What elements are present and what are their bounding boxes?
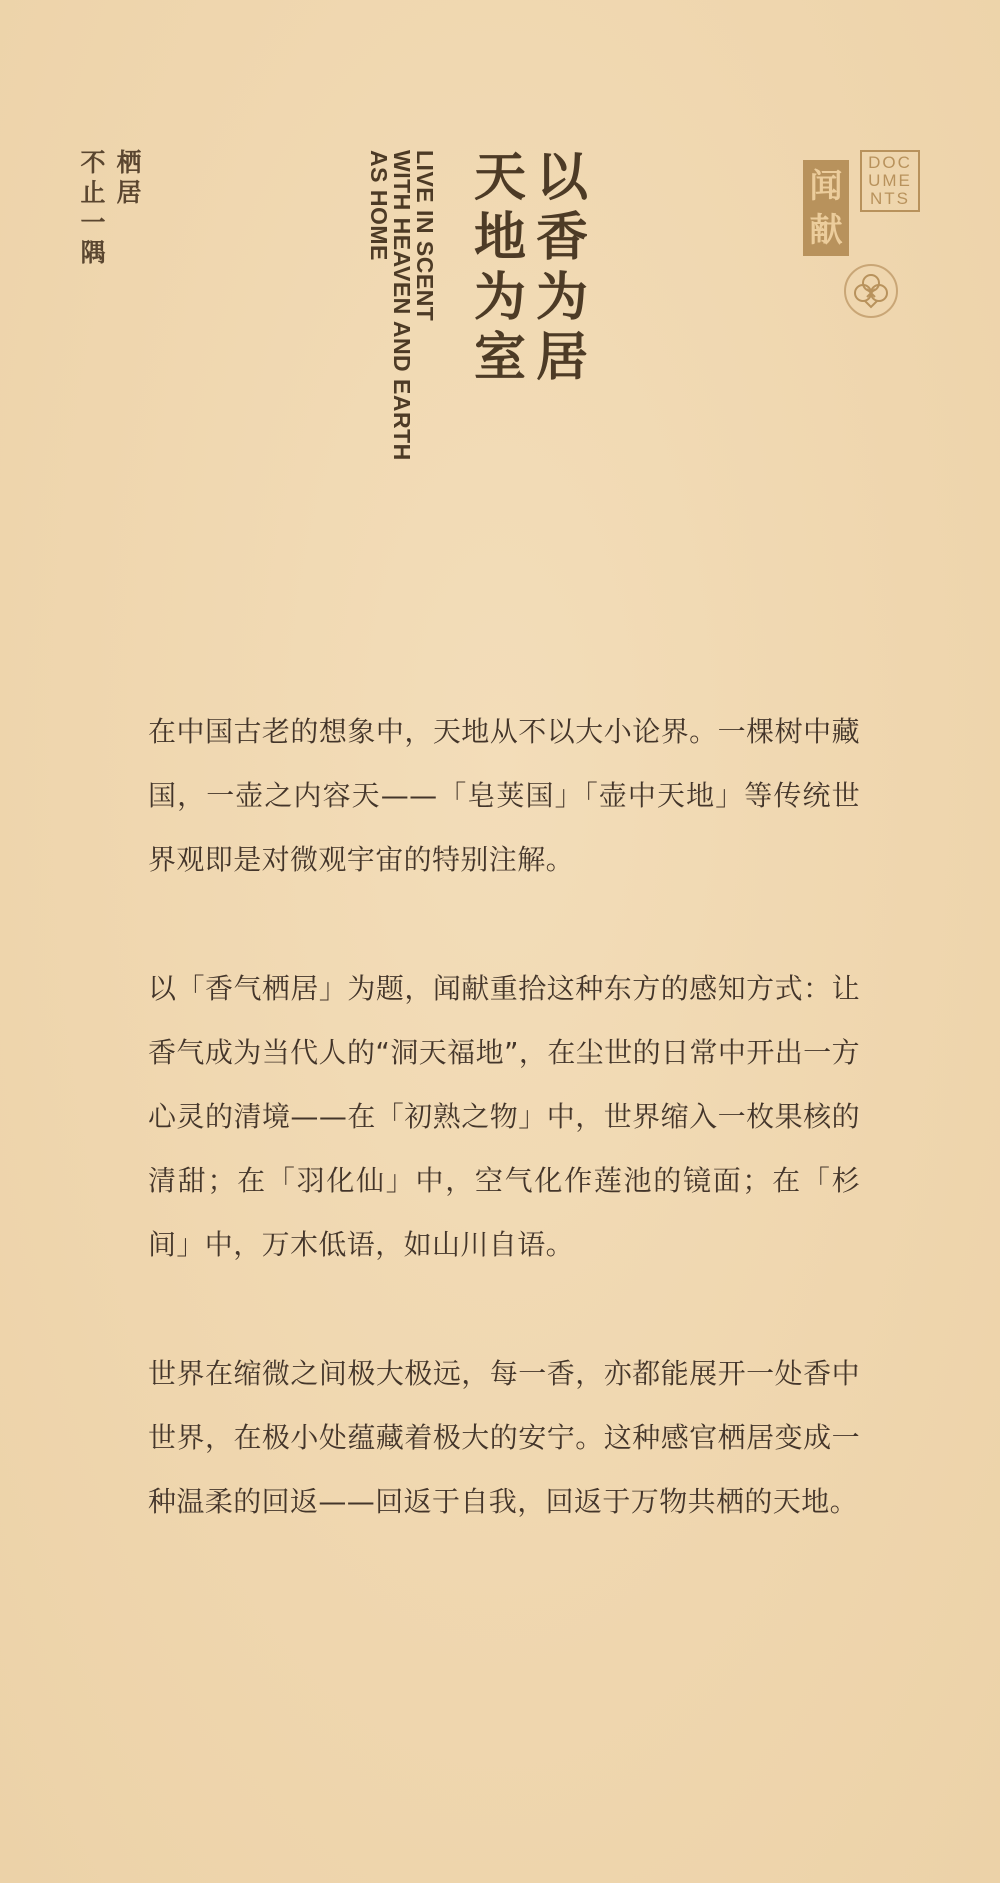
title-char: 地 (473, 207, 526, 268)
english-line-2: WITH HEAVEN AND EARTH (389, 150, 415, 461)
side-tagline-col-1 (114, 148, 144, 208)
title-char: 天 (473, 147, 526, 208)
brand-seal (803, 160, 849, 256)
title-char: 居 (535, 327, 588, 388)
side-char: 不 (80, 148, 106, 177)
wordmark-line: UME (868, 171, 912, 190)
title-col-1 (532, 148, 592, 388)
title-col-2 (470, 148, 530, 388)
paragraph-2: 以「香气栖居」为题，闻献重拾这种东方的感知方式：让香气成为当代人的“洞天福地”，在尘世的日常中开出一方心灵的清境——在「初熟之物」中，世界缩入一枚果核的清甜；在「羽化仙」中，空气化作莲池的镜面；在「杉间」中，万木低语，如山川自语。 (148, 972, 860, 1261)
english-title (366, 150, 436, 520)
wordmark-line: DOC (868, 153, 912, 172)
seal-char: 闻 (809, 166, 843, 205)
side-tagline-col-2 (78, 148, 108, 268)
side-char: 居 (116, 178, 142, 207)
article-body (148, 700, 860, 1599)
documents-wordmark (860, 150, 920, 212)
side-tagline (78, 148, 150, 288)
english-line-1: LIVE IN SCENT (412, 150, 438, 322)
side-char: 止 (80, 178, 106, 207)
side-char: 栖 (116, 148, 142, 177)
side-char: 隅 (80, 238, 106, 267)
title-char: 为 (473, 267, 526, 328)
title-char: 室 (473, 327, 526, 388)
side-char: 一 (80, 208, 106, 237)
page-title (470, 148, 600, 408)
title-char: 以 (535, 147, 588, 208)
knot-emblem-icon (843, 263, 899, 319)
brand-logo (800, 148, 925, 323)
title-char: 香 (535, 207, 588, 268)
wordmark-line: NTS (870, 189, 910, 208)
seal-char: 献 (809, 210, 843, 249)
english-line-3: AS HOME (366, 150, 392, 261)
paragraph-3: 世界在缩微之间极大极远，每一香，亦都能展开一处香中世界，在极小处蕴藏着极大的安宁。这种感官栖居变成一种温柔的回返——回返于自我，回返于万物共栖的天地。 (148, 1357, 860, 1518)
paragraph-1: 在中国古老的想象中，天地从不以大小论界。一棵树中藏国，一壶之内容天——「皂荚国」「壶中天地」等传统世界观即是对微观宇宙的特别注解。 (148, 715, 860, 876)
title-char: 为 (535, 267, 588, 328)
